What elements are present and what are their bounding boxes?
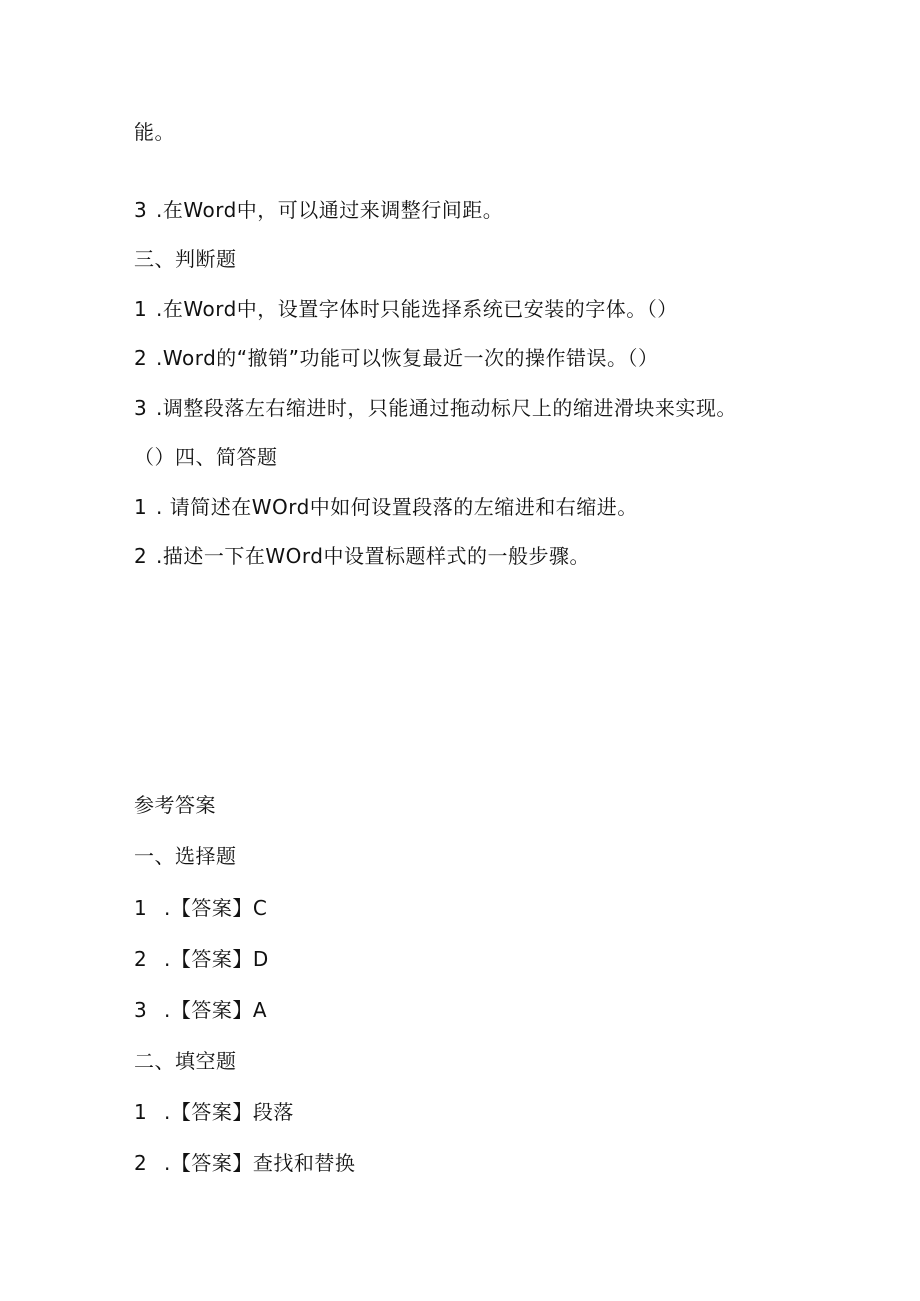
heading-text: （）四、简答题 bbox=[134, 445, 278, 469]
short-question bbox=[134, 494, 638, 520]
question-number: 3 bbox=[134, 396, 148, 420]
answer-number: 1 bbox=[134, 896, 148, 920]
answers-section-heading-choice bbox=[134, 843, 237, 869]
question-number: 2 bbox=[134, 346, 148, 370]
question-text: .调整段落左右缩进时，只能通过拖动标尺上的缩进滑块来实现。 bbox=[156, 396, 737, 420]
section-heading-true-false bbox=[134, 246, 237, 272]
answer-number: 2 bbox=[134, 1151, 148, 1175]
answer-text: .【答案】查找和替换 bbox=[164, 1151, 356, 1175]
tf-question bbox=[134, 296, 678, 322]
heading-text: 三、判断题 bbox=[134, 247, 237, 271]
question-text: .Word的“撤销”功能可以恢复最近一次的操作错误。（） bbox=[156, 346, 659, 370]
paragraph-text: 能。 bbox=[134, 120, 175, 144]
answer-text: .【答案】C bbox=[164, 896, 268, 920]
question-text: . 请简述在WOrd中如何设置段落的左缩进和右缩进。 bbox=[156, 495, 638, 519]
question-number: 1 bbox=[134, 495, 148, 519]
answers-title bbox=[134, 792, 216, 818]
heading-text: 二、填空题 bbox=[134, 1049, 237, 1073]
answer-text: .【答案】D bbox=[164, 947, 269, 971]
answer-text: .【答案】段落 bbox=[164, 1100, 294, 1124]
answer-number: 2 bbox=[134, 947, 148, 971]
tf-question bbox=[134, 345, 659, 371]
answer-item bbox=[134, 946, 269, 972]
answer-item bbox=[134, 895, 267, 921]
answer-item bbox=[134, 1099, 294, 1125]
question-text: .在Word中，设置字体时只能选择系统已安装的字体。（） bbox=[156, 297, 678, 321]
fill-blank-question bbox=[134, 197, 503, 223]
question-number: 3 bbox=[134, 198, 148, 222]
answer-number: 3 bbox=[134, 998, 148, 1022]
answer-number: 1 bbox=[134, 1100, 148, 1124]
question-number: 2 bbox=[134, 544, 148, 568]
answer-text: .【答案】A bbox=[164, 998, 268, 1022]
question-number: 1 bbox=[134, 297, 148, 321]
answer-item bbox=[134, 1150, 355, 1176]
answer-item bbox=[134, 997, 267, 1023]
answers-section-heading-fill bbox=[134, 1048, 237, 1074]
section-heading-short-answer bbox=[134, 444, 278, 470]
short-question bbox=[134, 543, 590, 569]
paragraph-continuation bbox=[134, 119, 175, 145]
tf-question bbox=[134, 395, 737, 421]
heading-text: 参考答案 bbox=[134, 793, 216, 817]
question-text: .描述一下在WOrd中设置标题样式的一般步骤。 bbox=[156, 544, 590, 568]
question-text: .在Word中，可以通过来调整行间距。 bbox=[156, 198, 504, 222]
heading-text: 一、选择题 bbox=[134, 844, 237, 868]
